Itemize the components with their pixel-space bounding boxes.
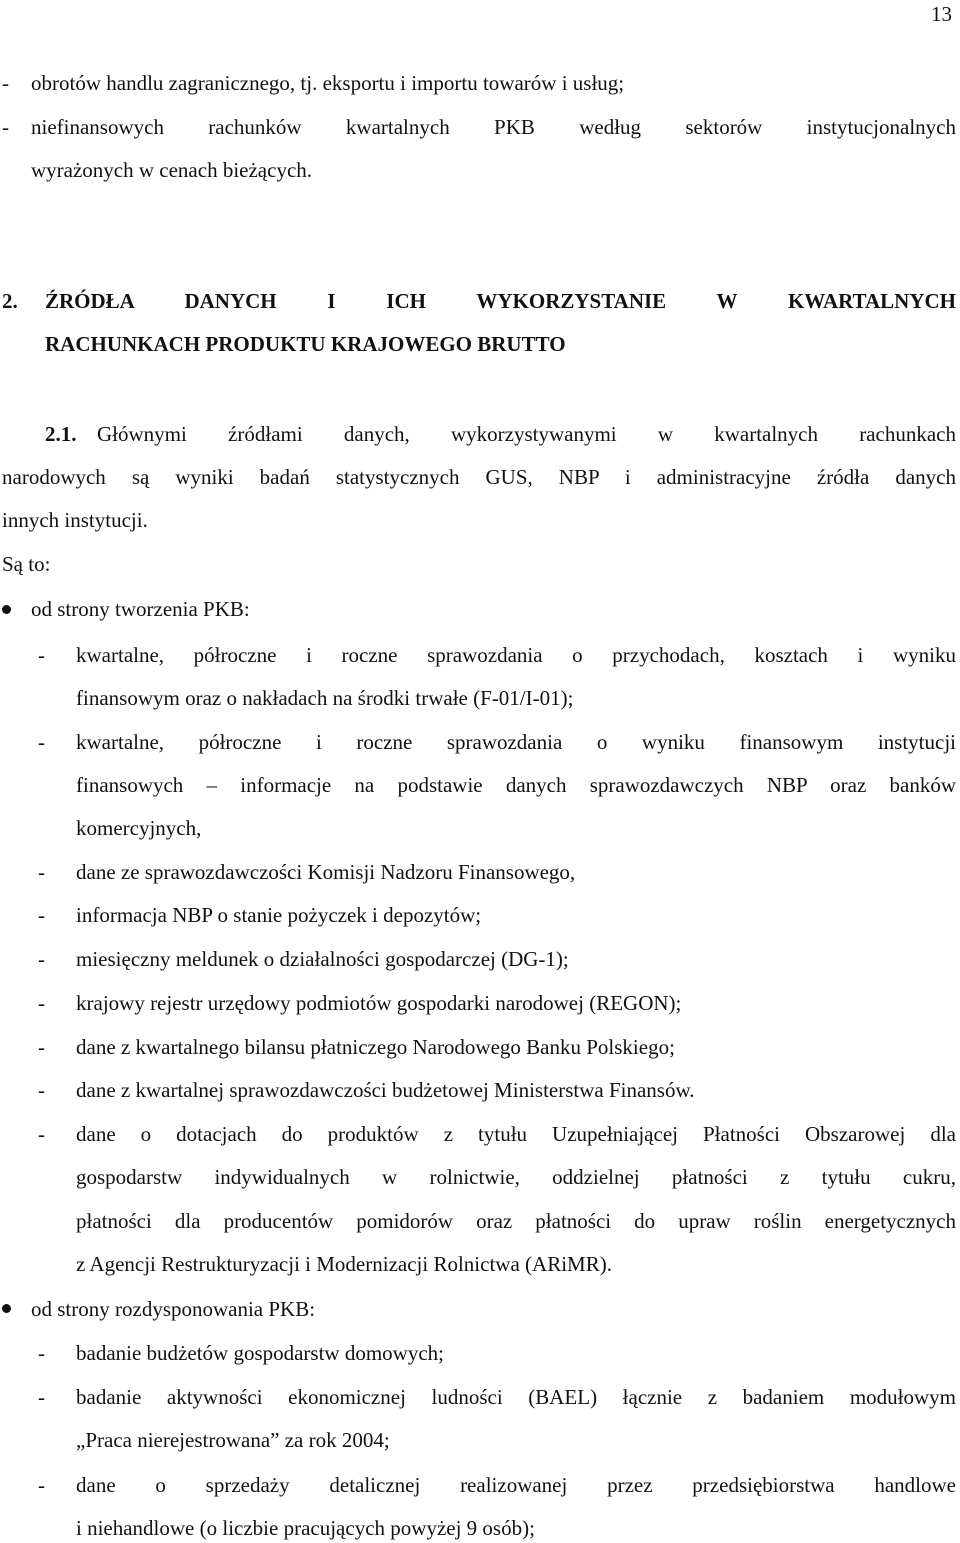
group-1-item-9-line-1: dane o dotacjach do produktów z tytułu Uzupełniającej Płatności Obszarowej dla	[76, 1122, 956, 1146]
bullet-icon	[2, 1304, 11, 1313]
page-number: 13	[931, 2, 952, 26]
group-1-item-2-line-3: komercyjnych,	[76, 816, 202, 840]
subsection-line-1: Głównymi źródłami danych, wykorzystywanymi w kwartalnych rachunkach	[97, 422, 956, 446]
subsection-number: 2.1.	[45, 422, 77, 446]
group-1-item-9-line-4: z Agencji Restrukturyzacji i Modernizacji Rolnictwa (ARiMR).	[76, 1252, 612, 1276]
dash-marker: -	[38, 643, 45, 667]
dash-marker: -	[38, 860, 45, 884]
group-2-item-2-line-1: badanie aktywności ekonomicznej ludności (BAEL) łącznie z badaniem modułowym	[76, 1385, 956, 1409]
group-1-item-2-line-1: kwartalne, półroczne i roczne sprawozdania o wyniku finansowym instytucji	[76, 730, 956, 754]
section-title-line-1: ŹRÓDŁA DANYCH I ICH WYKORZYSTANIE W KWARTALNYCH	[45, 289, 956, 313]
intro-item-2-line-1: niefinansowych rachunków kwartalnych PKB według sektorów instytucjonalnych	[31, 115, 956, 139]
group-1-item-5: miesięczny meldunek o działalności gospodarczej (DG-1);	[76, 947, 569, 971]
dash-marker: -	[38, 1035, 45, 1059]
group-1-item-1-line-1: kwartalne, półroczne i roczne sprawozdania o przychodach, kosztach i wyniku	[76, 643, 956, 667]
group-1-item-8: dane z kwartalnej sprawozdawczości budżetowej Ministerstwa Finansów.	[76, 1078, 695, 1102]
group-1-item-1-line-2: finansowym oraz o nakładach na środki trwałe (F-01/I-01);	[76, 686, 574, 710]
group-2-item-2-line-2: „Praca nierejestrowana” za rok 2004;	[76, 1428, 390, 1452]
dash-marker: -	[38, 1473, 45, 1497]
dash-marker: -	[2, 115, 9, 139]
dash-marker: -	[38, 947, 45, 971]
group-1-item-4: informacja NBP o stanie pożyczek i depozytów;	[76, 903, 482, 927]
group-1-title: od strony tworzenia PKB:	[31, 597, 250, 621]
group-2-title: od strony rozdysponowania PKB:	[31, 1297, 316, 1321]
dash-marker: -	[38, 1341, 45, 1365]
subsection-line-2: narodowych są wyniki badań statystycznych GUS, NBP i administracyjne źródła danych	[2, 465, 956, 489]
subsection-intro: Są to:	[2, 552, 51, 576]
section-title-line-2: RACHUNKACH PRODUKTU KRAJOWEGO BRUTTO	[45, 332, 566, 356]
group-1-item-6: krajowy rejestr urzędowy podmiotów gospodarki narodowej (REGON);	[76, 991, 682, 1015]
dash-marker: -	[38, 991, 45, 1015]
group-2-item-1: badanie budżetów gospodarstw domowych;	[76, 1341, 445, 1365]
group-2-item-3-line-2: i niehandlowe (o liczbie pracujących powyżej 9 osób);	[76, 1516, 535, 1540]
dash-marker: -	[38, 730, 45, 754]
intro-item-2-line-2: wyrażonych w cenach bieżących.	[31, 158, 313, 182]
dash-marker: -	[2, 71, 9, 95]
group-1-item-3: dane ze sprawozdawczości Komisji Nadzoru Finansowego,	[76, 860, 576, 884]
group-1-item-9-line-3: płatności dla producentów pomidorów oraz płatności do upraw roślin energetycznych	[76, 1209, 956, 1233]
group-1-item-2-line-2: finansowych – informacje na podstawie danych sprawozdawczych NBP oraz banków	[76, 773, 956, 797]
subsection-line-3: innych instytucji.	[2, 508, 148, 532]
dash-marker: -	[38, 1385, 45, 1409]
section-number: 2.	[2, 289, 18, 313]
dash-marker: -	[38, 903, 45, 927]
group-2-item-3-line-1: dane o sprzedaży detalicznej realizowanej przez przedsiębiorstwa handlowe	[76, 1473, 956, 1497]
group-1-item-7: dane z kwartalnego bilansu płatniczego Narodowego Banku Polskiego;	[76, 1035, 675, 1059]
group-1-item-9-line-2: gospodarstw indywidualnych w rolnictwie, oddzielnej płatności z tytułu cukru,	[76, 1165, 956, 1189]
dash-marker: -	[38, 1122, 45, 1146]
dash-marker: -	[38, 1078, 45, 1102]
intro-item-1: obrotów handlu zagranicznego, tj. eksportu i importu towarów i usług;	[31, 71, 625, 95]
bullet-icon	[2, 605, 11, 614]
